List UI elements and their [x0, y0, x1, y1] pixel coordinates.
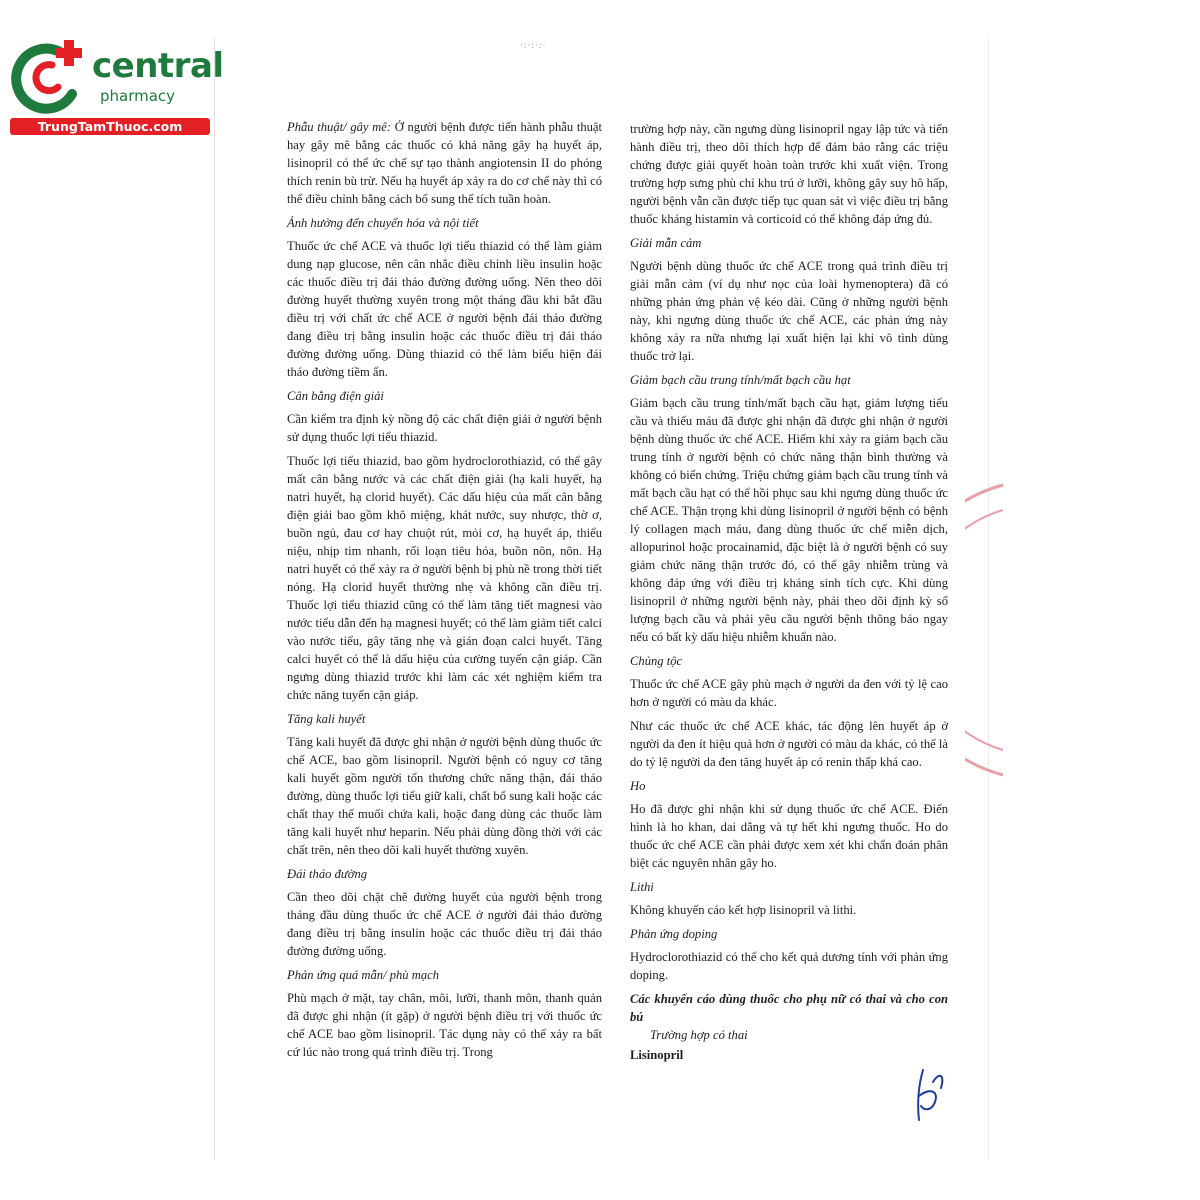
- heading-cough: Ho: [630, 779, 646, 793]
- paragraph-surgery: [287, 118, 602, 208]
- logo-name: central: [92, 46, 224, 86]
- surgery-body: Ở người bệnh được tiến hành phẫu thuật hay gây mê bằng các thuốc có khả năng gây hạ huyết áp, lisinopril có thể ức chế sự tạo thành angiotensin II do phóng thích renin bù trừ. Nếu hạ huyết áp xảy ra do cơ chế này thì có thể điều chỉnh bằng cách bổ sung thể tích tuần hoàn.: [287, 120, 602, 206]
- paragraph-electrolyte-1: Cần kiểm tra định kỳ nồng độ các chất điện giải ở người bệnh sử dụng thuốc lợi tiểu thiazid.: [287, 412, 602, 444]
- paragraph-desensitization: Người bệnh dùng thuốc ức chế ACE trong quá trình điều trị giải mẫn cảm (ví dụ như nọc của loài hymenoptera) đã có những phản ứng phản vệ kéo dài. Cũng ở những người bệnh này, khi ngưng dùng thuốc ức chế ACE, các phản ứng này không xảy ra nữa nhưng lại xuất hiện lại khi vô tình dùng thuốc trở lại.: [630, 259, 948, 363]
- paragraph-cough: Ho đã được ghi nhận khi sử dụng thuốc ức chế ACE. Điển hình là ho khan, dai dẳng và tự hết khi ngưng thuốc. Ho do thuốc ức chế ACE cần phải được xem xét khi chẩn đoán phân biệt các nguyên nhân gây ho.: [630, 802, 948, 870]
- paragraph-race-1: Thuốc ức chế ACE gây phù mạch ở người da đen với tỷ lệ cao hơn ở người có màu da khác.: [630, 677, 948, 709]
- paragraph-metabolic: Thuốc ức chế ACE và thuốc lợi tiểu thiazid có thể làm giảm dung nạp glucose, nên cân nhắc điều chỉnh liều insulin hoặc các thuốc điều trị đái tháo đường đường uống. Nên theo dõi đường huyết thường xuyên trong một tháng đầu khi bắt đầu điều trị với chất ức chế ACE ở người bệnh đái tháo đường đang điều trị bằng insulin hoặc các thuốc điều trị đái tháo đường đường uống. Dùng thiazid có thể làm biểu hiện đái tháo đường tiềm ẩn.: [287, 239, 602, 379]
- pharmacy-cross-logo-icon: [10, 38, 90, 116]
- scan-mark: ·:·:·:·: [520, 40, 547, 50]
- heading-lithium: Lithi: [630, 880, 654, 894]
- heading-hypersensitivity: Phản ứng quá mẫn/ phù mạch: [287, 968, 440, 982]
- paragraph-hyperkalemia: Tăng kali huyết đã được ghi nhận ở người bệnh dùng thuốc ức chế ACE, bao gồm lisinopril. Người bệnh có nguy cơ tăng kali huyết gồm người tổn thương chức năng thận, đái tháo đường, dùng thuốc lợi tiểu giữ kali, chất bổ sung kali hoặc các chất thay thế muối chứa kali, hoặc đang dùng các thuốc làm tăng kali huyết như heparin. Nếu phải dùng đồng thời với các chất trên, nên theo dõi kali huyết thường xuyên.: [287, 735, 602, 857]
- paragraph-hypersensitivity: Phù mạch ở mặt, tay chân, môi, lưỡi, thanh môn, thanh quản đã được ghi nhận (ít gặp) ở người bệnh điều trị với thuốc ức chế ACE bao gồm lisinopril. Tác dụng này có thể xảy ra bất cứ lúc nào trong quá trình điều trị. Trong: [287, 991, 602, 1059]
- heading-electrolyte: Cân bằng điện giải: [287, 389, 384, 403]
- company-stamp: [965, 480, 1005, 780]
- paragraph-neutropenia: Giảm bạch cầu trung tính/mất bạch cầu hạt, giảm lượng tiểu cầu và thiếu máu đã được ghi nhận đã được ghi nhận ở người bệnh dùng thuốc ức chế ACE. Hiếm khi xảy ra giảm bạch cầu trung tính ở người bệnh có chức năng thận bình thường và không có biến chứng. Triệu chứng giảm bạch cầu trung tính và mất bạch cầu hạt có thể hồi phục sau khi ngưng dùng thuốc ức chế ACE. Thận trọng khi dùng lisinopril ở người bệnh có bệnh lý collagen mạch máu, đang dùng thuốc ức chế miễn dịch, allopurinol hoặc procainamid, đặc biệt là ở người bệnh có suy giảm chức năng thận trước đó, có thể gây nhiễm trùng và không đáp ứng với điều trị kháng sinh tích cực. Khi dùng lisinopril ở những người bệnh này, phải theo dõi định kỳ số lượng bạch cầu và phải yêu cầu người bệnh thông báo ngay nếu có bất kỳ dấu hiệu nhiễm khuẩn nào.: [630, 396, 948, 644]
- subheading-pregnancy: Trường hợp có thai: [650, 1028, 748, 1042]
- page-edge-left: [214, 38, 215, 1160]
- heading-desensitization: Giải mẫn cảm: [630, 236, 702, 250]
- paragraph-race-2: Như các thuốc ức chế ACE khác, tác động lên huyết áp ở người da đen ít hiệu quả hơn ở người có màu da khác, có thể là do tỷ lệ người da đen tăng huyết áp có renin thấp khá cao.: [630, 719, 948, 769]
- paragraph-lithium: Không khuyến cáo kết hợp lisinopril và lithi.: [630, 903, 857, 917]
- paragraph-doping: Hydroclorothiazid có thể cho kết quả dương tính với phản ứng doping.: [630, 950, 948, 982]
- heading-doping: Phản ứng doping: [630, 927, 718, 941]
- heading-neutropenia: Giảm bạch cầu trung tính/mất bạch cầu hạt: [630, 373, 851, 387]
- left-column: [287, 118, 602, 1067]
- logo-banner: TrungTamThuoc.com: [10, 118, 210, 135]
- logo-subtitle: pharmacy: [100, 87, 176, 105]
- paragraph-angioedema-continued: trường hợp này, cần ngưng dùng lisinopril ngay lập tức và tiến hành điều trị, theo dõi thích hợp để đảm bảo rằng các triệu chứng được giải quyết hoàn toàn trước khi xuất viện. Trong trường hợp sưng phù chỉ khu trú ở lưỡi, không gây suy hô hấp, người bệnh vẫn cần được tiếp tục quan sát vì việc điều trị bằng thuốc kháng histamin và corticoid có thể không đáp ứng đủ.: [630, 122, 948, 226]
- heading-pregnancy: Các khuyến cáo dùng thuốc cho phụ nữ có thai và cho con bú: [630, 992, 948, 1024]
- surgery-lead: Phẫu thuật/ gây mê:: [287, 120, 392, 134]
- heading-metabolic: Ảnh hưởng đến chuyển hóa và nội tiết: [287, 216, 479, 230]
- signature-mark: [905, 1062, 955, 1126]
- paragraph-diabetes: Cần theo dõi chặt chẽ đường huyết của người bệnh trong tháng đầu dùng thuốc ức chế ACE ở người đái tháo đường đang điều trị bằng insulin hoặc các thuốc điều trị đái tháo đường đường uống.: [287, 890, 602, 958]
- paragraph-electrolyte-2: Thuốc lợi tiểu thiazid, bao gồm hydroclorothiazid, có thể gây mất cân bằng nước và các chất điện giải (hạ kali huyết, hạ natri huyết, hạ clorid huyết). Các dấu hiệu của mất cân bằng điện giải bao gồm khô miệng, khát nước, suy nhược, thờ ơ, buồn ngủ, đau cơ hay chuột rút, mỏi cơ, hạ huyết áp, thiểu niệu, nhịp tim nhanh, rối loạn tiêu hóa, buồn nôn, nôn. Hạ natri huyết có thể xảy ra ở người bệnh bị phù nề trong thời tiết nóng. Hạ clorid huyết thường nhẹ và không cần điều trị. Thuốc lợi tiểu thiazid cũng có thể làm tăng tiết magnesi vào nước tiểu dẫn đến hạ magnesi huyết; có thể làm giảm tiết calci vào nước tiểu, gây tăng nhẹ và gián đoạn calci huyết. Tăng calci huyết có thể là dấu hiệu của cường tuyến cận giáp. Cần ngưng dùng thiazid trước khi làm các xét nghiệm kiểm tra chức năng tuyến cận giáp.: [287, 454, 602, 702]
- heading-diabetes: Đái tháo đường: [287, 867, 368, 881]
- heading-race: Chủng tộc: [630, 654, 683, 668]
- right-column: [630, 120, 948, 1064]
- heading-hyperkalemia: Tăng kali huyết: [287, 712, 366, 726]
- drug-name: Lisinopril: [630, 1048, 684, 1062]
- central-pharmacy-logo[interactable]: [10, 38, 224, 136]
